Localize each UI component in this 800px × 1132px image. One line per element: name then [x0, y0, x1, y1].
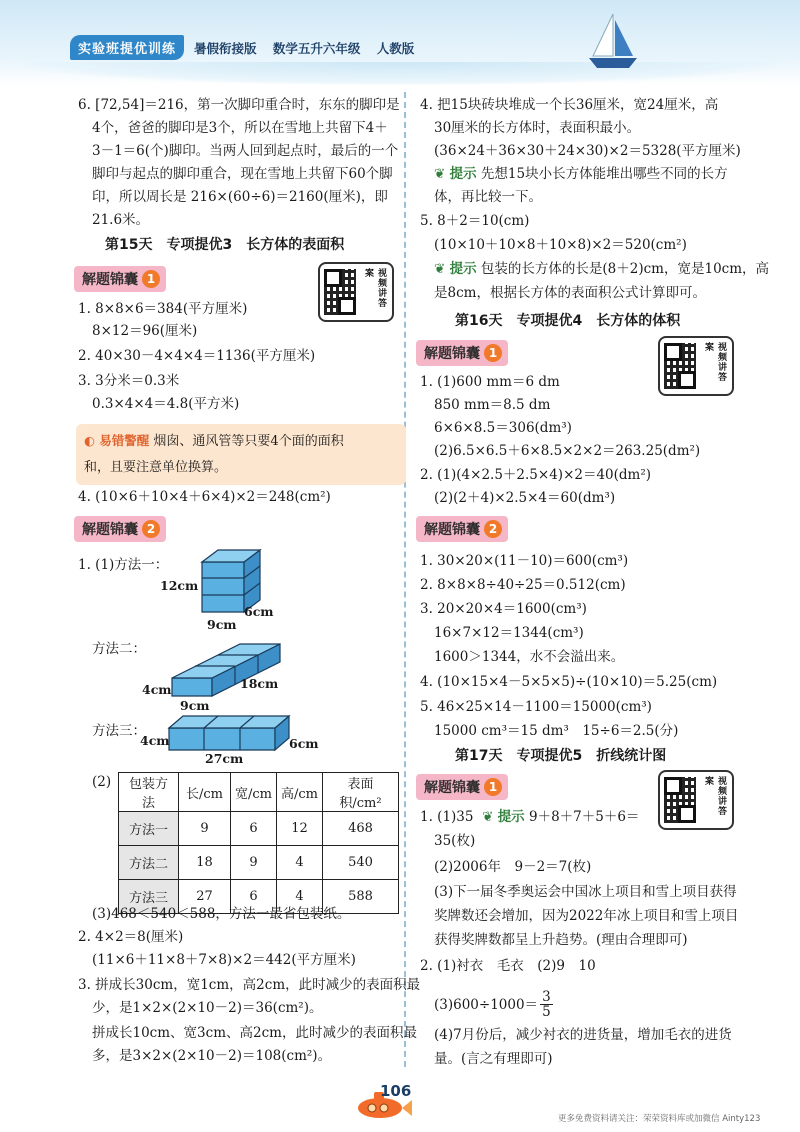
m3-width-label: 27cm	[205, 751, 244, 766]
s3-line-1: (3)下一届冬季奥运会中国冰上项目和雪上项目获得	[434, 884, 737, 900]
tips-badge-1	[74, 266, 166, 292]
table-header-cell: 包装方法	[119, 773, 179, 812]
warning-line-1	[84, 428, 398, 455]
v2-line-2: (2)(2＋4)×2.5×4＝60(dm³)	[434, 490, 616, 506]
badge-number: 1	[484, 344, 502, 362]
edition-label: 暑假衔接版	[194, 40, 257, 56]
v1-line-1: 1. (1)600 mm＝6 dm	[420, 374, 560, 390]
s3-line-2: 奖牌数还会增加，因为2022年冰上项目和雪上项目	[434, 908, 739, 924]
table-header-cell: 表面积/cm²	[323, 773, 399, 812]
p6-line-2: 4个，爸爸的脚印是3个，所以在雪地上共留下4＋	[92, 120, 388, 136]
page-header	[0, 0, 800, 85]
w5-line-2: 15000 cm³＝15 dm³ 15÷6＝2.5(分)	[434, 723, 679, 739]
m2-height-label: 4cm	[142, 682, 172, 697]
table-cell: 27	[179, 880, 231, 914]
packaging-table	[118, 772, 399, 914]
m1-depth-label: 6cm	[244, 604, 274, 619]
footer-note: 更多免费资料请关注：荣荣资料库或加微信 Ainty123	[558, 1114, 761, 1124]
s3-line-3: 获得奖牌数都呈上升趋势。(理由合理即可)	[434, 932, 688, 948]
t2c-line-2: 量。(言之有理即可)	[434, 1051, 553, 1067]
table-header-cell: 长/cm	[179, 773, 231, 812]
b3-line-1: 3. 拼成长30cm，宽1cm，高2cm，此时减少的表面积最	[78, 977, 421, 993]
leaf-icon: ❦	[434, 261, 446, 277]
table-cell: 588	[323, 880, 399, 914]
badge-number: 2	[142, 520, 160, 538]
sailboat-icon	[585, 12, 640, 72]
table-cell: 方法三	[119, 880, 179, 914]
publisher-label: 人教版	[376, 40, 415, 56]
badge-number: 1	[142, 270, 160, 288]
qr-code-icon	[664, 777, 696, 823]
a4-line: 4. (10×6＋10×4＋6×4)×2＝248(cm²)	[78, 489, 331, 505]
w3-line-3: 1600＞1344，水不会溢出来。	[434, 649, 625, 665]
v1-line-2: 850 mm＝8.5 dm	[434, 397, 551, 413]
p6-line-3: 3－1＝6(个)脚印。当两人回到起点时，最后的一个	[92, 143, 399, 159]
header-brand-area	[70, 35, 426, 60]
w2-line: 2. 8×8×8÷40÷25＝0.512(cm)	[420, 577, 626, 593]
a2-line: 2. 40×30－4×4×4＝1136(平方厘米)	[78, 348, 316, 364]
method-3-cuboid-diagram	[165, 714, 295, 752]
s1-line-2: 35(枚)	[434, 833, 476, 849]
s2-line: (2)2006年 9－2＝7(枚)	[434, 859, 592, 875]
table-cell: 9	[179, 812, 231, 846]
table-cell: 12	[277, 812, 323, 846]
v1-line-3: 6×6×8.5＝306(dm³)	[434, 420, 572, 436]
s1-answer: 1. (1)35	[420, 809, 474, 825]
warning-text-1: 烟囱、通风管等只要4个面的面积	[153, 434, 344, 449]
tips-badge-3	[416, 340, 508, 366]
qr-caption: 视频讲答案	[703, 342, 726, 382]
column-divider	[404, 92, 406, 1067]
table-cell: 6	[231, 880, 277, 914]
tips-badge-4	[416, 516, 508, 542]
header-wave	[0, 62, 800, 86]
qr-code-video-answer[interactable]	[658, 336, 734, 396]
badge-number: 2	[484, 520, 502, 538]
m1-width-label: 9cm	[207, 617, 237, 632]
table-header-row	[119, 773, 399, 812]
a3-line-2: 0.3×4×4＝4.8(平方米)	[92, 396, 240, 412]
table-cell: 方法一	[119, 812, 179, 846]
table-header-cell: 高/cm	[277, 773, 323, 812]
r4-line-1: 4. 把15块砖块堆成一个长36厘米，宽24厘米，高	[420, 97, 719, 113]
a1-line-1: 1. 8×8×6＝384(平方厘米)	[78, 301, 248, 317]
grade-label: 数学五升六年级	[272, 40, 361, 56]
badge-label: 解题锦囊	[424, 522, 480, 538]
m2-width-label: 9cm	[180, 698, 210, 713]
qr-code-video-answer[interactable]	[658, 770, 734, 830]
r4-hint-text-1: 先想15块小长方体能堆出哪些不同的长方	[480, 166, 728, 182]
b2-line-2: (11×6＋11×8＋7×8)×2＝442(平方厘米)	[92, 952, 356, 968]
method-1-label: 1. (1)方法一：	[78, 557, 169, 573]
fraction-denominator: 5	[542, 1004, 551, 1020]
table-cell: 468	[323, 812, 399, 846]
leaf-icon: ❦	[477, 809, 494, 825]
a3-line-1: 3. 3分米＝0.3米	[78, 373, 180, 389]
b3-line-3: 拼成长10cm、宽3cm、高2cm，此时减少的表面积最	[92, 1025, 417, 1041]
m3-height-label: 4cm	[140, 733, 170, 748]
day16-title: 第16天 专项提优4 长方体的体积	[455, 313, 681, 329]
header-subtitle	[194, 39, 426, 57]
t2-line-1: 2. (1)衬衣 毛衣 (2)9 10	[420, 958, 596, 974]
day17-title: 第17天 专项提优5 折线统计图	[455, 748, 667, 764]
table-cell: 4	[277, 846, 323, 880]
r4-line-3: (36×24＋36×30＋24×30)×2＝5328(平方厘米)	[434, 143, 741, 159]
error-warning-box	[76, 424, 406, 485]
table-cell: 4	[277, 880, 323, 914]
a1-line-2: 8×12＝96(厘米)	[92, 323, 198, 339]
qr-code-video-answer[interactable]	[318, 262, 394, 322]
tips-badge-2	[74, 516, 166, 542]
fraction-numerator: 3	[542, 989, 551, 1005]
w3-line-2: 16×7×12＝1344(cm³)	[434, 625, 584, 641]
w1-line: 1. 30×20×(11－10)＝600(cm³)	[420, 553, 629, 569]
r5-hint-line-1	[434, 260, 769, 278]
brand-label: 实验班提优训练	[70, 35, 184, 60]
b3-line-2: 少，是1×2×(2×10－2)＝36(cm²)。	[92, 1000, 323, 1016]
v1-line-4: (2)6.5×6.5＋6×8.5×2×2＝263.25(dm²)	[434, 443, 701, 459]
hint-label: 提示	[449, 166, 477, 182]
r5-hint-text-1: 包装的长方体的长是(8＋2)cm，宽是10cm，高	[480, 261, 770, 277]
page-number: 106	[380, 1082, 412, 1100]
badge-label: 解题锦囊	[424, 780, 480, 796]
table-cell: 18	[179, 846, 231, 880]
day15-title: 第15天 专项提优3 长方体的表面积	[105, 237, 345, 253]
b2-line-1: 2. 4×2＝8(厘米)	[78, 929, 184, 945]
t3-line: (3)468＜540＜588，方法一最省包装纸。	[92, 906, 351, 922]
table-cell: 540	[323, 846, 399, 880]
table-row	[119, 846, 399, 880]
t2c-line-1: (4)7月份后，减少衬衣的进货量，增加毛衣的进货	[434, 1027, 732, 1043]
warning-tag: ◐ 易错警醒	[84, 433, 150, 448]
s1-hint-text: 9＋8＋7＋5＋6＝	[528, 809, 640, 825]
badge-number: 1	[484, 778, 502, 796]
t2-line-2	[434, 990, 553, 1019]
table-row	[119, 812, 399, 846]
tips-badge-5	[416, 774, 508, 800]
table-label: (2)	[92, 774, 112, 790]
table-cell: 方法二	[119, 846, 179, 880]
s1-line-1	[420, 808, 639, 826]
badge-label: 解题锦囊	[82, 522, 138, 538]
badge-label: 解题锦囊	[424, 346, 480, 362]
qr-caption: 视频讲答案	[363, 268, 386, 308]
qr-code-icon	[324, 269, 356, 315]
r5-hint-text-2: 是8cm，根据长方体的表面积公式计算即可。	[434, 285, 706, 301]
method-3-label: 方法三：	[92, 723, 146, 739]
table-header-cell: 宽/cm	[231, 773, 277, 812]
hint-label: 提示	[497, 809, 525, 825]
method-2-label: 方法二：	[92, 641, 146, 657]
fraction	[540, 990, 553, 1019]
leaf-icon: ❦	[434, 166, 446, 182]
t2b-expression: (3)600÷1000＝	[434, 996, 539, 1013]
m2-depth-label: 18cm	[240, 676, 279, 691]
r4-hint-line-1	[434, 165, 728, 183]
p6-line-5: 印，所以周长是 216×(60÷6)＝2160(厘米)，即	[92, 189, 388, 205]
r4-line-2: 30厘米的长方体时，表面积最小。	[434, 120, 641, 136]
b3-line-4: 多，是3×2×(2×10－2)＝108(cm²)。	[92, 1048, 332, 1064]
v2-line-1: 2. (1)(4×2.5＋2.5×4)×2＝40(dm²)	[420, 467, 652, 483]
r4-hint-text-2: 体，再比较一下。	[434, 189, 542, 205]
m3-depth-label: 6cm	[289, 736, 319, 751]
badge-label: 解题锦囊	[82, 272, 138, 288]
p6-line-1: 6. [72,54]＝216，第一次脚印重合时，东东的脚印是	[78, 97, 400, 113]
w3-line-1: 3. 20×20×4＝1600(cm³)	[420, 601, 587, 617]
p6-line-6: 21.6米。	[92, 212, 150, 228]
r5-line-1: 5. 8＋2＝10(cm)	[420, 213, 530, 229]
w4-line: 4. (10×15×4－5×5×5)÷(10×10)＝5.25(cm)	[420, 674, 718, 690]
qr-code-icon	[664, 343, 696, 389]
warning-text-2: 和，且要注意单位换算。	[84, 460, 228, 475]
table-cell: 6	[231, 812, 277, 846]
qr-caption: 视频讲答案	[703, 776, 726, 816]
r5-line-2: (10×10＋10×8＋10×8)×2＝520(cm²)	[434, 237, 687, 253]
w5-line-1: 5. 46×25×14－1100＝15000(cm³)	[420, 699, 652, 715]
hint-label: 提示	[449, 261, 477, 277]
p6-line-4: 脚印与起点的脚印重合，现在雪地上共留下60个脚	[92, 166, 393, 182]
table-cell: 9	[231, 846, 277, 880]
m1-height-label: 12cm	[160, 578, 199, 593]
